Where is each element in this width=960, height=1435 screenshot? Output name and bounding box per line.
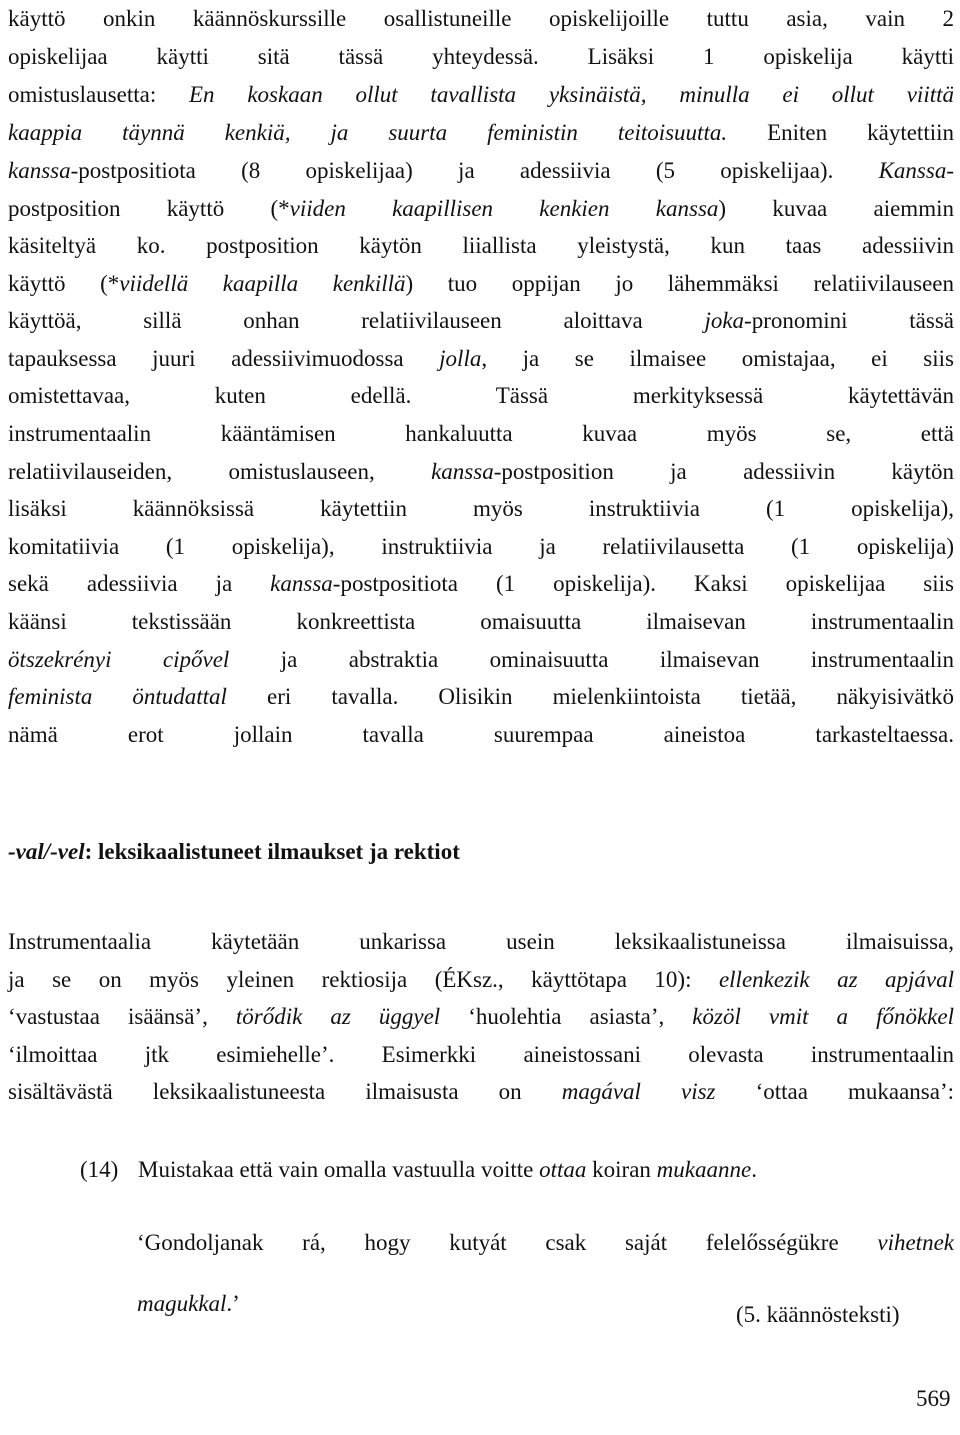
text-segment: ‘vastustaa isäänsä’, xyxy=(8,1004,236,1029)
text-segment: - xyxy=(946,158,954,183)
text-segment: omistettavaa, kuten edellä. Tässä merkityksessä käytettävän xyxy=(8,383,954,409)
text-segment: eri tavalla. Olisikin mielenkiintoista tietää, näkyisivätkö xyxy=(226,684,954,710)
page-number: 569 xyxy=(916,1386,951,1411)
text-segment: ‘huolehtia asiasta’, xyxy=(440,1004,693,1029)
text-line xyxy=(8,1036,954,1074)
text-segment: ) tuo oppijan jo lähemmäksi relatiivilauseen xyxy=(405,270,954,296)
text-segment: ja abstraktia ominaisuutta ilmaisevan instrumentaalin xyxy=(229,646,954,672)
text-segment: , ja se ilmaisee omistajaa, ei siis xyxy=(481,345,954,371)
text-segment: kanssa xyxy=(270,571,333,597)
text-line xyxy=(8,265,954,303)
text-segment: vihetnek xyxy=(877,1230,954,1255)
text-segment: komitatiivia (1 opiskelija), instruktiivia ja relatiivilausetta (1 opiskelija) xyxy=(8,533,954,559)
text-segment: ellenkezik az apjával xyxy=(718,966,954,992)
text-line xyxy=(8,415,954,453)
text-segment: Kanssa xyxy=(878,158,947,183)
text-line xyxy=(8,490,954,528)
text-line xyxy=(8,0,954,38)
text-segment: käyttöä, sillä onhan relatiivilauseen aloittava xyxy=(8,308,705,334)
text-segment: . xyxy=(751,1157,757,1182)
text-segment: -postpositiota (1 opiskelija). Kaksi opiskelijaa siis xyxy=(332,571,954,597)
text-segment: ) kuvaa aiemmin xyxy=(718,196,954,221)
text-segment: ottaa xyxy=(539,1157,587,1182)
text-line xyxy=(8,302,954,340)
text-segment: -postpositiota (8 opiskelijaa) ja adessiivia (5 opiskelijaa). xyxy=(70,158,879,183)
text-segment: sisältävästä leksikaalistuneesta ilmaisusta on xyxy=(8,1079,562,1104)
text-line xyxy=(8,678,954,716)
text-segment: jolla xyxy=(439,345,482,371)
example-number: (14) xyxy=(80,1157,119,1182)
text-segment: En koskaan ollut tavallista yksinäistä, minulla ei ollut viittä xyxy=(189,82,954,107)
text-segment: ‘ottaa mukaansa’: xyxy=(715,1079,954,1104)
text-line xyxy=(8,114,954,152)
text-line xyxy=(8,453,954,491)
text-line xyxy=(8,641,954,679)
text-segment: -val/-vel xyxy=(8,839,85,864)
text-segment: kanssa xyxy=(8,158,71,183)
text-segment: nämä erot jollain tavalla suurempaa aineistoa tarkasteltaessa. xyxy=(8,721,954,747)
paragraph-block-1 xyxy=(8,0,954,228)
text-segment: relatiivilauseiden, omistuslauseen, xyxy=(8,458,432,484)
text-segment: törődik az üggyel xyxy=(235,1004,441,1029)
text-line xyxy=(8,603,954,641)
text-segment: ‘Gondoljanak rá, hogy kutyát csak saját felelősségükre xyxy=(137,1230,878,1255)
text-line xyxy=(8,961,954,999)
text-segment: .’ xyxy=(226,1291,240,1316)
text-segment: -postposition ja adessiivin käytön xyxy=(493,458,954,484)
text-segment: käyttö onkin käännöskurssille osallistuneille opiskelijoille tuttu asia, vain 2 xyxy=(8,6,954,31)
text-segment: opiskelijaa käytti sitä tässä yhteydessä. Lisäksi 1 opiskelija käytti xyxy=(8,44,954,69)
example-sentence xyxy=(138,1150,757,1190)
text-line xyxy=(8,565,954,603)
example-source: (5. käännösteksti) xyxy=(736,1302,900,1327)
text-segment: instrumentaalin kääntämisen hankaluutta kuvaa myös se, että xyxy=(8,420,954,446)
text-segment: feminista öntudattal xyxy=(8,684,227,710)
text-line xyxy=(8,76,954,114)
text-segment: koiran xyxy=(586,1157,657,1182)
text-segment: postposition käyttö (* xyxy=(8,196,290,221)
text-segment: mukaanne xyxy=(656,1157,752,1182)
section-heading xyxy=(8,832,460,872)
text-line xyxy=(8,340,954,378)
text-line xyxy=(8,38,954,76)
text-segment: kanssa xyxy=(431,458,494,484)
text-segment: omistuslausetta: xyxy=(8,82,189,107)
text-line xyxy=(137,1224,954,1262)
text-segment: lisäksi käännöksissä käytettiin myös instruktiivia (1 opiskelija), xyxy=(8,496,954,522)
text-segment: viidellä kaapilla kenkillä xyxy=(119,270,406,296)
text-segment: käyttö (* xyxy=(8,270,120,296)
text-segment: : leksikaalistuneet ilmaukset ja rektiot xyxy=(84,839,460,864)
text-line xyxy=(8,227,954,265)
text-segment: Eniten käytettiin xyxy=(727,120,954,145)
text-line xyxy=(8,923,954,961)
text-segment: viiden kaapillisen kenkien kanssa xyxy=(289,196,719,221)
text-segment: käsiteltyä ko. postposition käytön liiallista yleistystä, kun taas adessiivin xyxy=(8,233,954,258)
text-segment: tapauksessa juuri adessiivimuodossa xyxy=(8,345,440,371)
text-line xyxy=(8,377,954,415)
text-segment: ja se on myös yleinen rektiosija (ÉKsz., käyttötapa 10): xyxy=(8,966,719,992)
text-segment: joka xyxy=(704,308,745,334)
text-line xyxy=(8,190,954,228)
paragraph-block-3 xyxy=(8,923,954,1111)
text-line xyxy=(8,1073,954,1111)
text-segment: magával visz xyxy=(561,1079,716,1104)
text-segment: ‘ilmoittaa jtk esimiehelle’. Esimerkki aineistossani olevasta instrumentaalin xyxy=(8,1041,954,1067)
text-line xyxy=(8,152,954,190)
text-line xyxy=(8,528,954,566)
text-segment: közöl vmit a főnökkel xyxy=(692,1004,954,1029)
text-segment: -pronomini tässä xyxy=(744,308,954,334)
text-segment: Muistakaa että vain omalla vastuulla voitte xyxy=(138,1157,540,1182)
text-segment: ötszekrényi cipővel xyxy=(8,646,230,672)
text-segment: käänsi tekstissään konkreettista omaisuutta ilmaisevan instrumentaalin xyxy=(8,608,954,634)
text-line xyxy=(8,998,954,1036)
text-segment: sekä adessiivia ja xyxy=(8,571,271,597)
text-line xyxy=(8,716,954,754)
paragraph-block-2 xyxy=(8,227,954,753)
text-segment: kaappia täynnä kenkiä, ja suurta feministin teitoisuutta. xyxy=(8,120,728,145)
text-segment: Instrumentaalia käytetään unkarissa usein leksikaalistuneissa ilmaisuissa, xyxy=(8,929,954,954)
text-segment: magukkal xyxy=(137,1291,227,1316)
